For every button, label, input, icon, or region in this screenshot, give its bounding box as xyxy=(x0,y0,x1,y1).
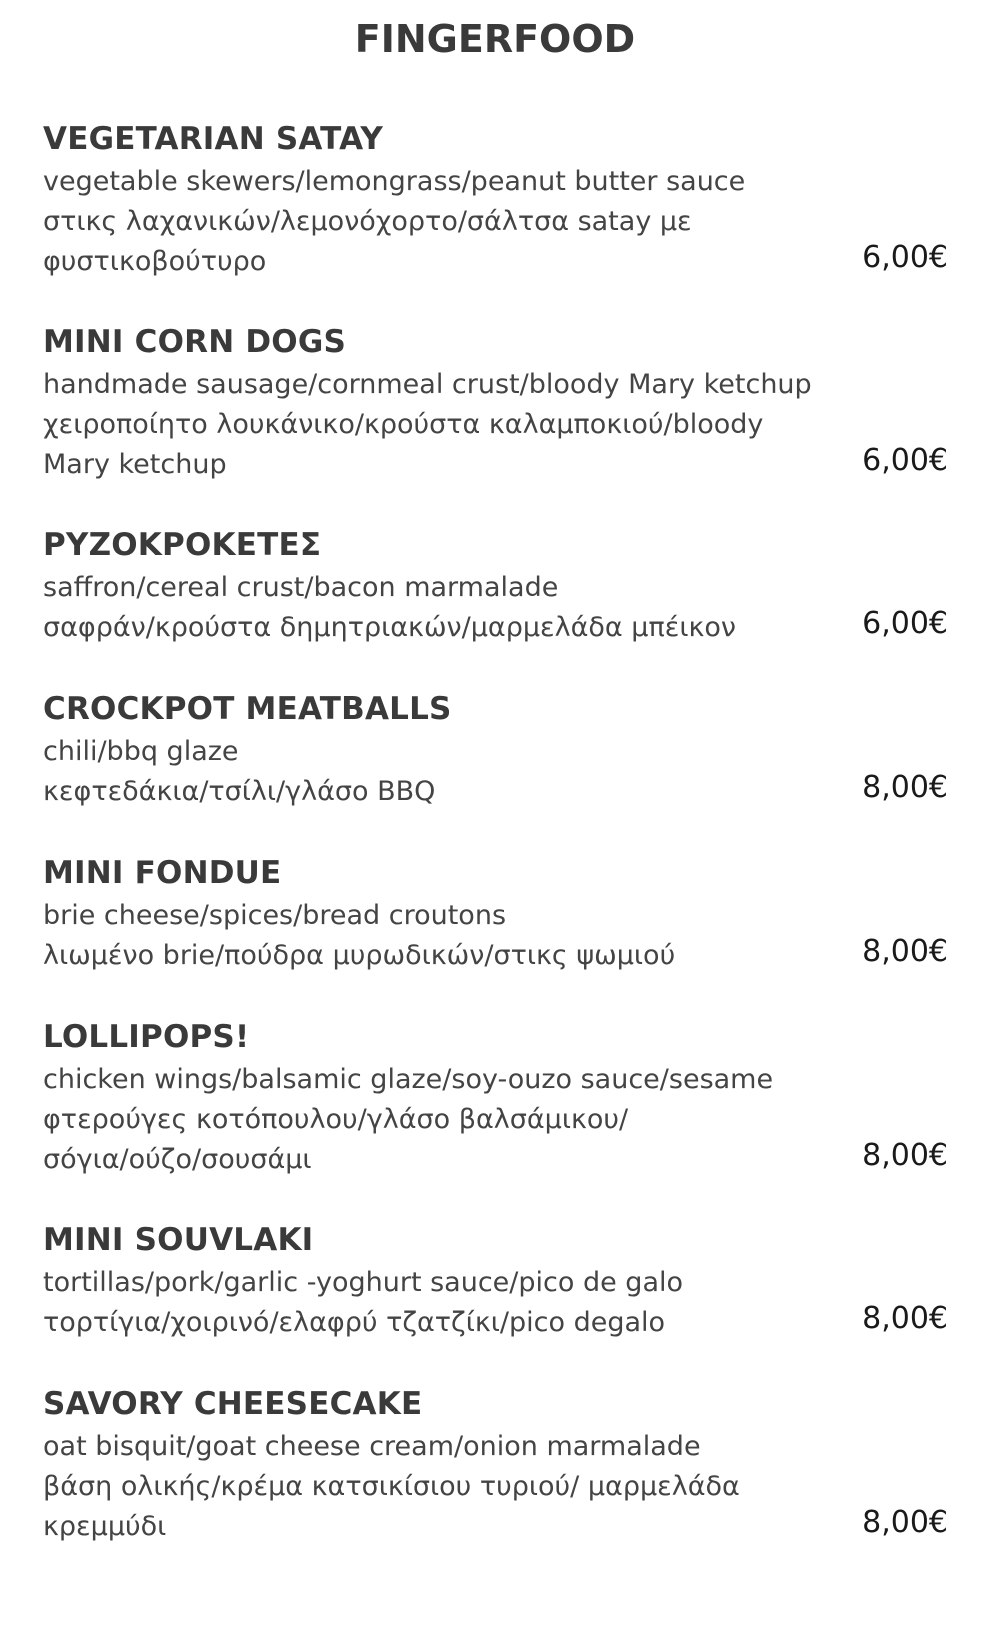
menu-item xyxy=(43,1016,948,1180)
menu-item-name: MINI FONDUE xyxy=(43,855,282,891)
description-line: φυστικοβούτυρο xyxy=(43,246,267,277)
description-line: σαφράν/κρούστα δημητριακών/μαρμελάδα μπέικον xyxy=(43,612,736,643)
menu-item-name: SAVORY CHEESECAKE xyxy=(43,1386,423,1422)
menu-item xyxy=(43,321,948,485)
menu-item-description xyxy=(43,365,823,485)
menu-item xyxy=(43,688,948,812)
menu-item-description xyxy=(43,1060,823,1180)
menu-item-name: ΡΥΖΟΚΡΟΚΕΤΕΣ xyxy=(43,527,322,563)
menu-item xyxy=(43,1383,948,1547)
description-line: σόγια/ούζο/σουσάμι xyxy=(43,1144,312,1175)
menu-item xyxy=(43,524,948,648)
menu-item-price: 8,00€ xyxy=(862,1138,948,1173)
description-line: oat bisquit/goat cheese cream/onion marmalade xyxy=(43,1431,701,1462)
description-line: chili/bbq glaze xyxy=(43,736,239,767)
menu-item-name: LOLLIPOPS! xyxy=(43,1019,250,1055)
menu-item xyxy=(43,852,948,976)
description-line: τορτίγια/χοιρινό/ελαφρύ τζατζίκι/pico degalo xyxy=(43,1307,666,1338)
description-line: Mary ketchup xyxy=(43,449,227,480)
menu-item-description xyxy=(43,1427,823,1547)
menu-item xyxy=(43,118,948,282)
description-line: κρεμμύδι xyxy=(43,1511,167,1542)
menu-item-name: MINI CORN DOGS xyxy=(43,324,347,360)
description-line: λιωμένο brie/πούδρα μυρωδικών/στικς ψωμιού xyxy=(43,940,676,971)
description-line: φτερούγες κοτόπουλου/γλάσο βαλσάμικου/ xyxy=(43,1104,629,1135)
menu-item-price: 6,00€ xyxy=(862,443,948,478)
menu-item-price: 8,00€ xyxy=(862,934,948,969)
description-line: στικς λαχανικών/λεμονόχορτο/σάλτσα satay με xyxy=(43,206,692,237)
description-line: chicken wings/balsamic glaze/soy-ouzo sauce/sesame xyxy=(43,1064,774,1095)
menu-item-price: 8,00€ xyxy=(862,1505,948,1540)
description-line: χειροποίητο λουκάνικο/κρούστα καλαμποκιού/bloody xyxy=(43,409,764,440)
menu-item-name: MINI SOUVLAKI xyxy=(43,1222,314,1258)
description-line: handmade sausage/cornmeal crust/bloody Mary ketchup xyxy=(43,369,812,400)
description-line: brie cheese/spices/bread croutons xyxy=(43,900,507,931)
menu-item-price: 6,00€ xyxy=(862,240,948,275)
menu-item-price: 8,00€ xyxy=(862,770,948,805)
menu-item-name: VEGETARIAN SATAY xyxy=(43,121,383,157)
menu-item-description xyxy=(43,162,823,282)
menu-item-description xyxy=(43,568,823,648)
menu-item-name: CROCKPOT MEATBALLS xyxy=(43,691,452,727)
menu-item xyxy=(43,1219,948,1343)
menu-item-description xyxy=(43,732,823,812)
description-line: vegetable skewers/lemongrass/peanut butter sauce xyxy=(43,166,746,197)
description-line: κεφτεδάκια/τσίλι/γλάσο BBQ xyxy=(43,776,436,807)
description-line: tortillas/pork/garlic -yoghurt sauce/pico de galo xyxy=(43,1267,684,1298)
description-line: saffron/cereal crust/bacon marmalade xyxy=(43,572,559,603)
menu-item-price: 6,00€ xyxy=(862,606,948,641)
menu-item-description xyxy=(43,896,823,976)
menu-item-description xyxy=(43,1263,823,1343)
menu-item-price: 8,00€ xyxy=(862,1301,948,1336)
page-title: FINGERFOOD xyxy=(354,17,636,61)
description-line: βάση ολικής/κρέμα κατσικίσιου τυριού/ μαρμελάδα xyxy=(43,1471,740,1502)
